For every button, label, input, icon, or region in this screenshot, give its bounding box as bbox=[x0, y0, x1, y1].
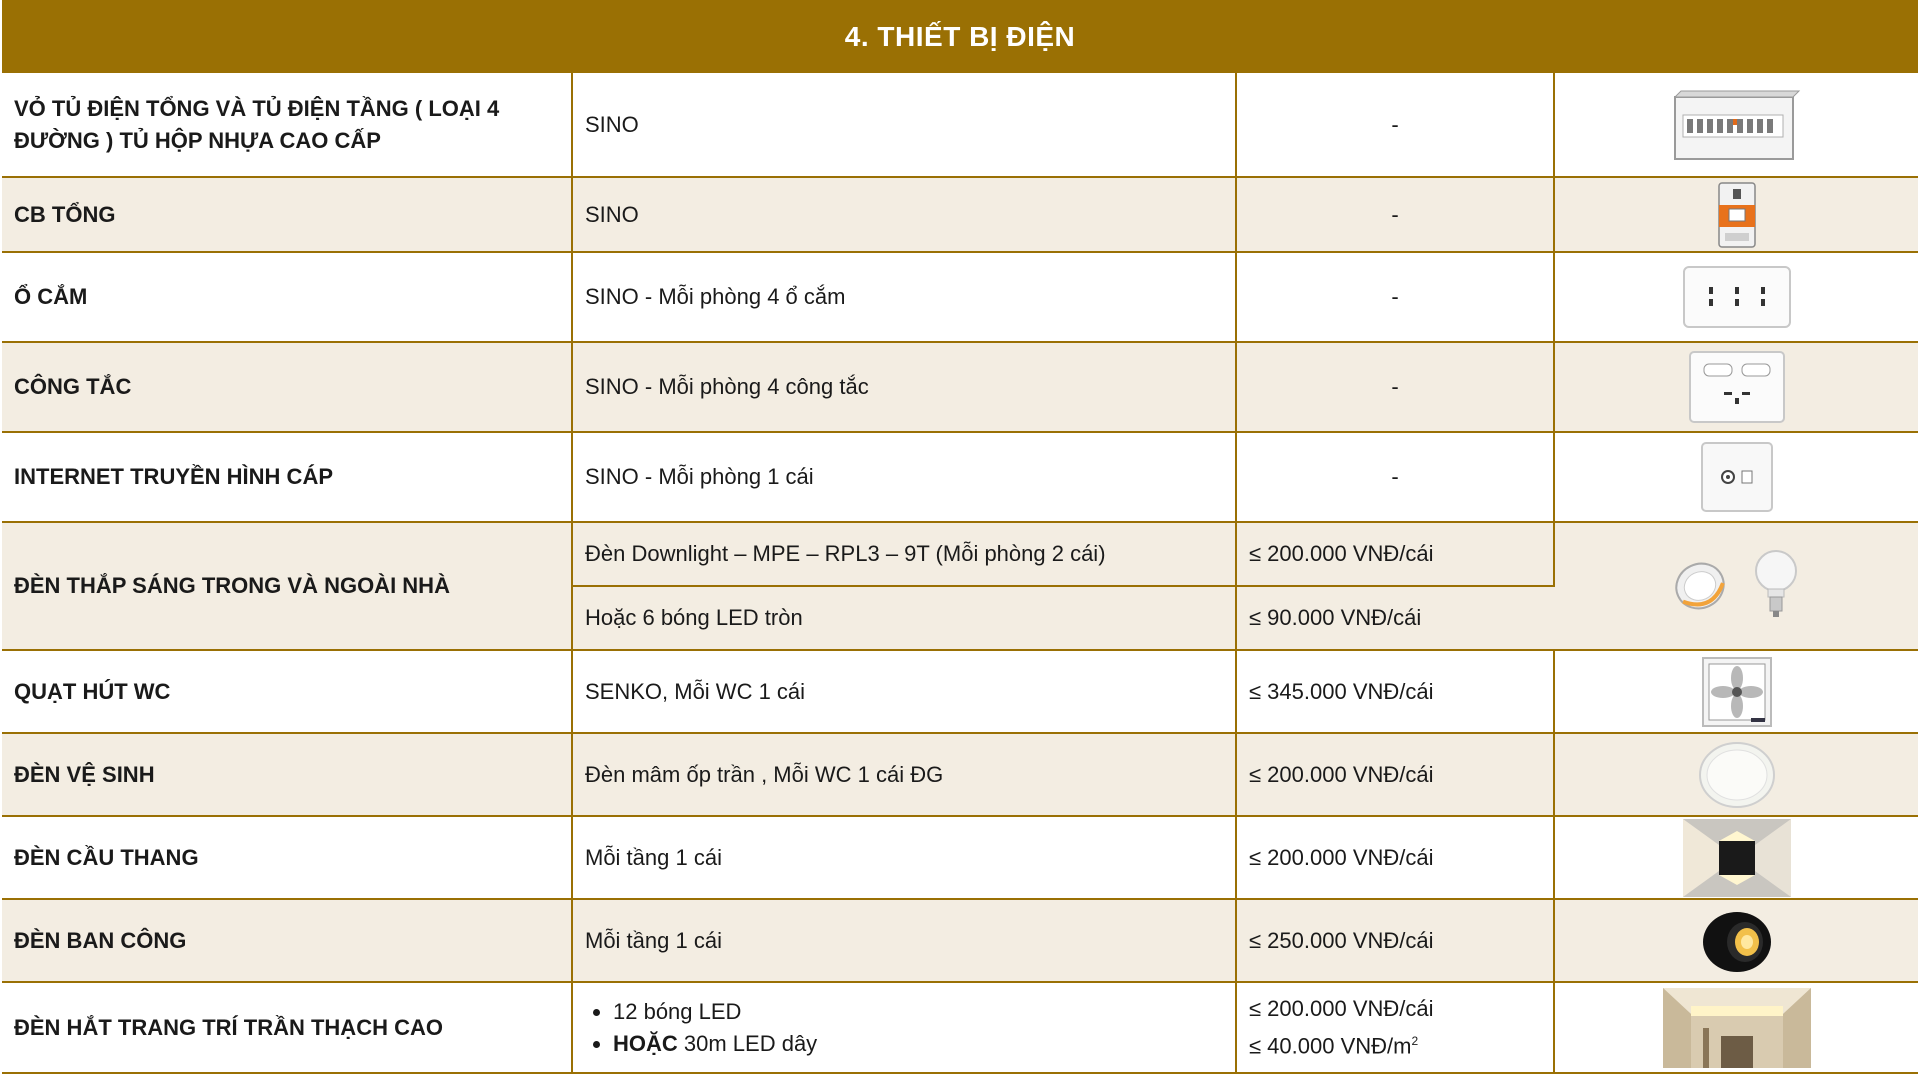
item-image bbox=[1554, 982, 1918, 1073]
item-image bbox=[1554, 899, 1918, 982]
item-desc: SENKO, Mỗi WC 1 cái bbox=[572, 650, 1236, 733]
item-image bbox=[1554, 816, 1918, 899]
table-row bbox=[2, 432, 1918, 522]
table-row bbox=[2, 733, 1918, 816]
item-price: - bbox=[1236, 432, 1554, 522]
item-image bbox=[1554, 522, 1918, 650]
item-name: VỎ TỦ ĐIỆN TỔNG VÀ TỦ ĐIỆN TẦNG ( LOẠI 4 ĐƯỜNG ) TỦ HỘP NHỰA CAO CẤP bbox=[2, 73, 572, 177]
item-price: ≤ 200.000 VNĐ/cái bbox=[1236, 733, 1554, 816]
item-image bbox=[1554, 252, 1918, 342]
table-title: 4. THIẾT BỊ ĐIỆN bbox=[2, 0, 1918, 73]
tv-outlet-icon bbox=[1700, 441, 1774, 513]
item-desc: Mỗi tầng 1 cái bbox=[572, 899, 1236, 982]
item-desc: SINO - Mỗi phòng 1 cái bbox=[572, 432, 1236, 522]
wall-switch-icon bbox=[1688, 350, 1786, 424]
item-desc: Hoặc 6 bóng LED tròn bbox=[572, 586, 1236, 650]
item-desc: Đèn mâm ốp trần , Mỗi WC 1 cái ĐG bbox=[572, 733, 1236, 816]
item-price: ≤ 200.000 VNĐ/cái ≤ 40.000 VNĐ/$m^2$ bbox=[1236, 982, 1554, 1073]
wall-lamp-icon bbox=[1683, 819, 1791, 897]
table-row bbox=[2, 982, 1918, 1073]
table-row bbox=[2, 73, 1918, 177]
item-desc: Đèn Downlight – MPE – RPL3 – 9T (Mỗi phòng 2 cái) bbox=[572, 522, 1236, 586]
equipment-table bbox=[2, 0, 1918, 1074]
item-desc: SINO bbox=[572, 177, 1236, 252]
item-image bbox=[1554, 177, 1918, 252]
item-desc bbox=[572, 982, 1236, 1073]
item-name: ĐÈN HẮT TRANG TRÍ TRẦN THẠCH CAO bbox=[2, 982, 572, 1073]
ceiling-light-icon bbox=[1697, 740, 1777, 810]
item-image bbox=[1554, 650, 1918, 733]
item-desc: SINO bbox=[572, 73, 1236, 177]
downlight-bulb-icon bbox=[1672, 541, 1802, 631]
spot-light-icon bbox=[1699, 906, 1775, 976]
item-price: - bbox=[1236, 342, 1554, 432]
electrical-panel-icon bbox=[1673, 89, 1801, 161]
table-row bbox=[2, 177, 1918, 252]
table-row bbox=[2, 899, 1918, 982]
item-name: CB TỔNG bbox=[2, 177, 572, 252]
item-image bbox=[1554, 733, 1918, 816]
item-name: ĐÈN THẮP SÁNG TRONG VÀ NGOÀI NHÀ bbox=[2, 522, 572, 650]
item-price: - bbox=[1236, 252, 1554, 342]
item-name: Ổ CẮM bbox=[2, 252, 572, 342]
power-socket-icon bbox=[1682, 265, 1792, 329]
table-row bbox=[2, 650, 1918, 733]
table-row bbox=[2, 342, 1918, 432]
table-row bbox=[2, 816, 1918, 899]
item-image bbox=[1554, 342, 1918, 432]
item-desc: Mỗi tầng 1 cái bbox=[572, 816, 1236, 899]
item-name: ĐÈN BAN CÔNG bbox=[2, 899, 572, 982]
item-price: ≤ 345.000 VNĐ/cái bbox=[1236, 650, 1554, 733]
item-price: ≤ 250.000 VNĐ/cái bbox=[1236, 899, 1554, 982]
item-desc: SINO - Mỗi phòng 4 công tắc bbox=[572, 342, 1236, 432]
circuit-breaker-icon bbox=[1715, 181, 1759, 249]
item-desc: SINO - Mỗi phòng 4 ổ cắm bbox=[572, 252, 1236, 342]
item-image bbox=[1554, 432, 1918, 522]
item-name: ĐÈN VỆ SINH bbox=[2, 733, 572, 816]
exhaust-fan-icon bbox=[1701, 656, 1773, 728]
item-price: ≤ 200.000 VNĐ/cái bbox=[1236, 522, 1554, 586]
gypsum-ceiling-icon bbox=[1663, 988, 1811, 1068]
item-name: CÔNG TẮC bbox=[2, 342, 572, 432]
item-name: ĐÈN CẦU THANG bbox=[2, 816, 572, 899]
item-name: INTERNET TRUYỀN HÌNH CÁP bbox=[2, 432, 572, 522]
item-name: QUẠT HÚT WC bbox=[2, 650, 572, 733]
item-price: - bbox=[1236, 177, 1554, 252]
table-row bbox=[2, 252, 1918, 342]
table-row bbox=[2, 522, 1918, 586]
item-image bbox=[1554, 73, 1918, 177]
item-price: - bbox=[1236, 73, 1554, 177]
list-item: • 12 bóng LED bbox=[613, 996, 1223, 1028]
list-item: • HOẶC 30m LED dây bbox=[613, 1028, 1223, 1060]
desc-bullets bbox=[585, 996, 1223, 1060]
item-price: ≤ 90.000 VNĐ/cái bbox=[1236, 586, 1554, 650]
item-price: ≤ 200.000 VNĐ/cái bbox=[1236, 816, 1554, 899]
